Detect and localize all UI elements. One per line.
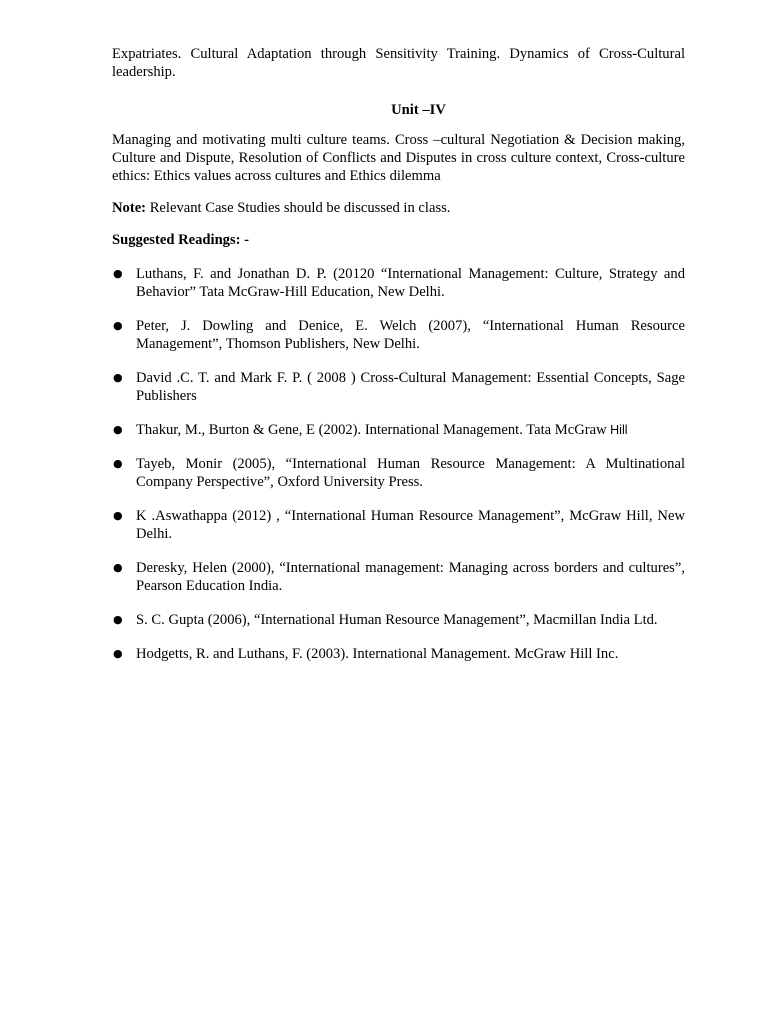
readings-list (112, 265, 685, 663)
bullet-icon: ● (113, 561, 123, 574)
note-label: Note: (112, 200, 147, 216)
unit-paragraph: Managing and motivating multi culture teams. Cross –cultural Negotiation & Decision making, Culture and Dispute, Resolution of Conflicts and Disputes in cross culture context, Cross-culture ethics: Ethics values across cultures and Ethics dilemma (112, 132, 685, 184)
reading-text: Tayeb, Monir (2005), “International Human Resource Management: A Multinational Company Perspective”, Oxford University Press. (136, 456, 685, 490)
reading-text: Thakur, M., Burton & Gene, E (2002). International Management. Tata McGraw (136, 422, 607, 438)
reading-item (112, 455, 685, 491)
reading-text: Luthans, F. and Jonathan D. P. (20120 “International Management: Culture, Strategy and Behavior” Tata McGraw-Hill Education, New Delhi. (136, 266, 685, 300)
note-paragraph (112, 199, 685, 217)
bullet-icon: ● (113, 613, 123, 626)
bullet-icon: ● (113, 509, 123, 522)
bullet-icon: ● (113, 647, 123, 660)
reading-text: David .C. T. and Mark F. P. ( 2008 ) Cross-Cultural Management: Essential Concepts, Sage Publishers (136, 370, 685, 404)
bullet-icon: ● (113, 371, 123, 384)
reading-item (112, 421, 685, 439)
bullet-icon: ● (113, 423, 123, 436)
reading-item (112, 645, 685, 663)
reading-item (112, 507, 685, 543)
unit-heading: Unit –IV (391, 102, 446, 118)
document-page (112, 45, 685, 679)
reading-item (112, 265, 685, 301)
reading-item (112, 369, 685, 405)
bullet-icon: ● (113, 267, 123, 280)
reading-item (112, 317, 685, 353)
reading-text: S. C. Gupta (2006), “International Human Resource Management”, Macmillan India Ltd. (136, 612, 658, 628)
reading-text: Peter, J. Dowling and Denice, E. Welch (2007), “International Human Resource Management”, Thomson Publishers, New Delhi. (136, 318, 685, 352)
reading-text-tail: Hill (606, 423, 628, 437)
reading-text: K .Aswathappa (2012) , “International Human Resource Management”, McGraw Hill, New Delhi. (136, 508, 685, 542)
reading-text: Deresky, Helen (2000), “International management: Managing across borders and cultures”, Pearson Education India. (136, 560, 685, 594)
suggested-readings-heading: Suggested Readings: - (112, 232, 250, 248)
reading-item (112, 611, 685, 629)
reading-text: Hodgetts, R. and Luthans, F. (2003). International Management. McGraw Hill Inc. (136, 646, 619, 662)
note-text: Relevant Case Studies should be discussed in class. (146, 200, 451, 216)
bullet-icon: ● (113, 457, 123, 470)
reading-item (112, 559, 685, 595)
intro-paragraph: Expatriates. Cultural Adaptation through Sensitivity Training. Dynamics of Cross-Cultural leadership. (112, 46, 685, 80)
bullet-icon: ● (113, 319, 123, 332)
